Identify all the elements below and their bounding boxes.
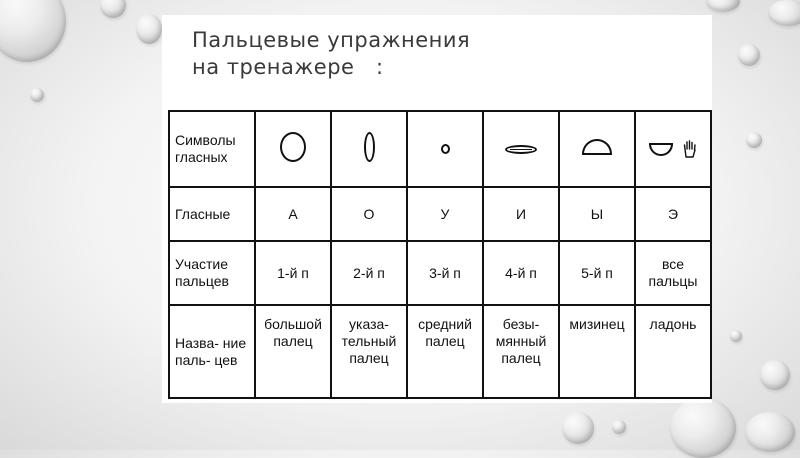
- table-row: [169, 187, 711, 241]
- table-row: [169, 111, 711, 187]
- symbol-cell: [331, 111, 407, 187]
- finger-name-cell: безы- мянный палец: [483, 305, 559, 398]
- row-header: Символы гласных: [169, 111, 255, 187]
- finger-number-cell: 2-й п: [331, 241, 407, 305]
- half-circle-up-icon: [582, 139, 612, 155]
- water-drop-decoration: [670, 398, 736, 458]
- water-drop-decoration: [730, 330, 742, 342]
- water-drop-decoration: [0, 0, 66, 62]
- water-drop-decoration: [136, 14, 162, 44]
- row-header: Назва- ние паль- цев: [169, 305, 255, 398]
- half-circle-down-icon: [649, 143, 673, 156]
- slide-content: [162, 15, 712, 403]
- vowel-finger-table: [168, 110, 712, 399]
- finger-name-cell: мизинец: [559, 305, 635, 398]
- row-header: Гласные: [169, 187, 255, 241]
- finger-number-cell: 4-й п: [483, 241, 559, 305]
- symbol-cell: [635, 111, 711, 187]
- vowel-cell: Э: [635, 187, 711, 241]
- symbol-cell: [483, 111, 559, 187]
- table-row: [169, 241, 711, 305]
- water-drop-decoration: [745, 412, 795, 452]
- flat-oval-icon: [505, 145, 537, 154]
- small-circle-icon: [441, 144, 450, 154]
- finger-number-cell: 5-й п: [559, 241, 635, 305]
- water-drop-decoration: [768, 0, 800, 26]
- water-drop-decoration: [746, 132, 762, 148]
- symbol-cell: [407, 111, 483, 187]
- water-drop-decoration: [706, 0, 740, 12]
- finger-name-cell: средний палец: [407, 305, 483, 398]
- water-drop-decoration: [612, 420, 626, 434]
- hand-icon: [683, 139, 697, 159]
- water-drop-decoration: [760, 360, 790, 390]
- table-row: [169, 305, 711, 398]
- narrow-oval-icon: [364, 132, 375, 162]
- symbol-cell: [559, 111, 635, 187]
- large-circle-icon: [280, 132, 306, 162]
- finger-name-cell: большой палец: [255, 305, 331, 398]
- vowel-cell: У: [407, 187, 483, 241]
- finger-number-cell: 1-й п: [255, 241, 331, 305]
- finger-name-cell: указа- тельный палец: [331, 305, 407, 398]
- water-drop-decoration: [562, 412, 594, 444]
- finger-name-cell: ладонь: [635, 305, 711, 398]
- water-drop-decoration: [100, 0, 126, 18]
- vowel-cell: А: [255, 187, 331, 241]
- finger-number-cell: все пальцы: [635, 241, 711, 305]
- vowel-cell: О: [331, 187, 407, 241]
- water-drop-decoration: [30, 88, 44, 102]
- vowel-cell: Ы: [559, 187, 635, 241]
- title-line-1: Пальцевые упражнения: [192, 28, 471, 52]
- finger-number-cell: 3-й п: [407, 241, 483, 305]
- vowel-cell: И: [483, 187, 559, 241]
- slide-title: [192, 27, 470, 81]
- row-header: Участие пальцев: [169, 241, 255, 305]
- title-line-2: на тренажере :: [192, 55, 384, 79]
- symbol-cell: [255, 111, 331, 187]
- water-drop-decoration: [738, 44, 760, 66]
